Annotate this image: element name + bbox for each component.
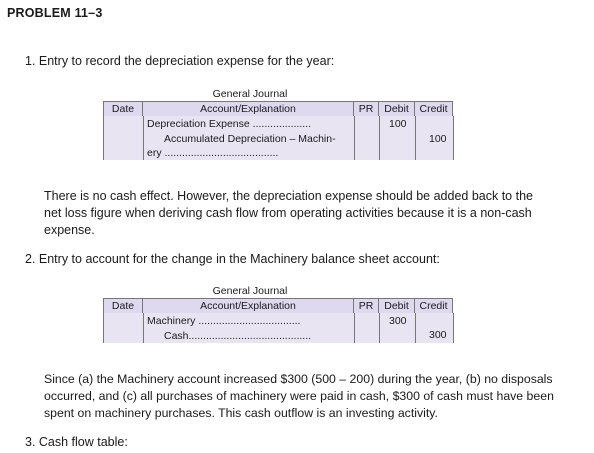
journal-1-caption: General Journal <box>212 88 288 100</box>
journal-2-caption: General Journal <box>212 285 288 297</box>
journal-2-col-pr: PR <box>354 299 379 313</box>
journal-1-col-credit: Credit <box>415 102 453 116</box>
journal-2-line-2: Cash.......................................... <box>164 329 312 342</box>
paragraph-2 <box>44 371 554 422</box>
journal-1-col-debit: Debit <box>379 102 415 116</box>
problem-heading: PROBLEM 11–3 <box>7 6 103 20</box>
paragraph-1-line-2: net loss figure when deriving cash flow from operating activities because it is a non-cash <box>44 206 532 220</box>
journal-2-col-date: Date <box>103 299 143 313</box>
journal-1-col-pr: PR <box>354 102 379 116</box>
item-2-text: 2. Entry to account for the change in the Machinery balance sheet account: <box>25 252 440 266</box>
journal-2-body <box>103 313 454 343</box>
journal-2-line-1: Machinery ................................... <box>147 315 301 327</box>
paragraph-2-line-3: spent on machinery purchases. This cash outflow is an investing activity. <box>44 406 438 420</box>
journal-1-header-row <box>103 101 453 117</box>
journal-1-line-2: Accumulated Depreciation – Machin- <box>164 132 336 145</box>
paragraph-1-line-1: There is no cash effect. However, the depreciation expense should be added back to the <box>44 189 533 203</box>
paragraph-1-line-3: expense. <box>44 223 95 237</box>
item-1-text: 1. Entry to record the depreciation expense for the year: <box>25 54 335 68</box>
journal-1-credit-value: 100 <box>429 133 447 145</box>
journal-2-col-account: Account/Explanation <box>143 299 354 313</box>
journal-1-body <box>103 116 454 160</box>
journal-2-credit-value: 300 <box>429 329 447 341</box>
journal-2-header-row <box>103 298 453 314</box>
journal-1-line-3: ery ....................................... <box>147 147 279 159</box>
item-3-text: 3. Cash flow table: <box>25 435 128 449</box>
journal-1-debit-value: 100 <box>389 118 407 130</box>
journal-2-debit-value: 300 <box>389 315 407 327</box>
journal-2-col-credit: Credit <box>415 299 453 313</box>
journal-1-col-date: Date <box>103 102 143 116</box>
paragraph-1 <box>44 188 533 239</box>
journal-2-col-debit: Debit <box>379 299 415 313</box>
paragraph-2-line-2: occurred, and (c) all purchases of machinery were paid in cash, $300 of cash must have been <box>44 389 554 403</box>
journal-1-col-account: Account/Explanation <box>143 102 354 116</box>
journal-1-line-1: Depreciation Expense .................... <box>147 118 311 130</box>
paragraph-2-line-1: Since (a) the Machinery account increased $300 (500 – 200) during the year, (b) no disposals <box>44 372 553 386</box>
